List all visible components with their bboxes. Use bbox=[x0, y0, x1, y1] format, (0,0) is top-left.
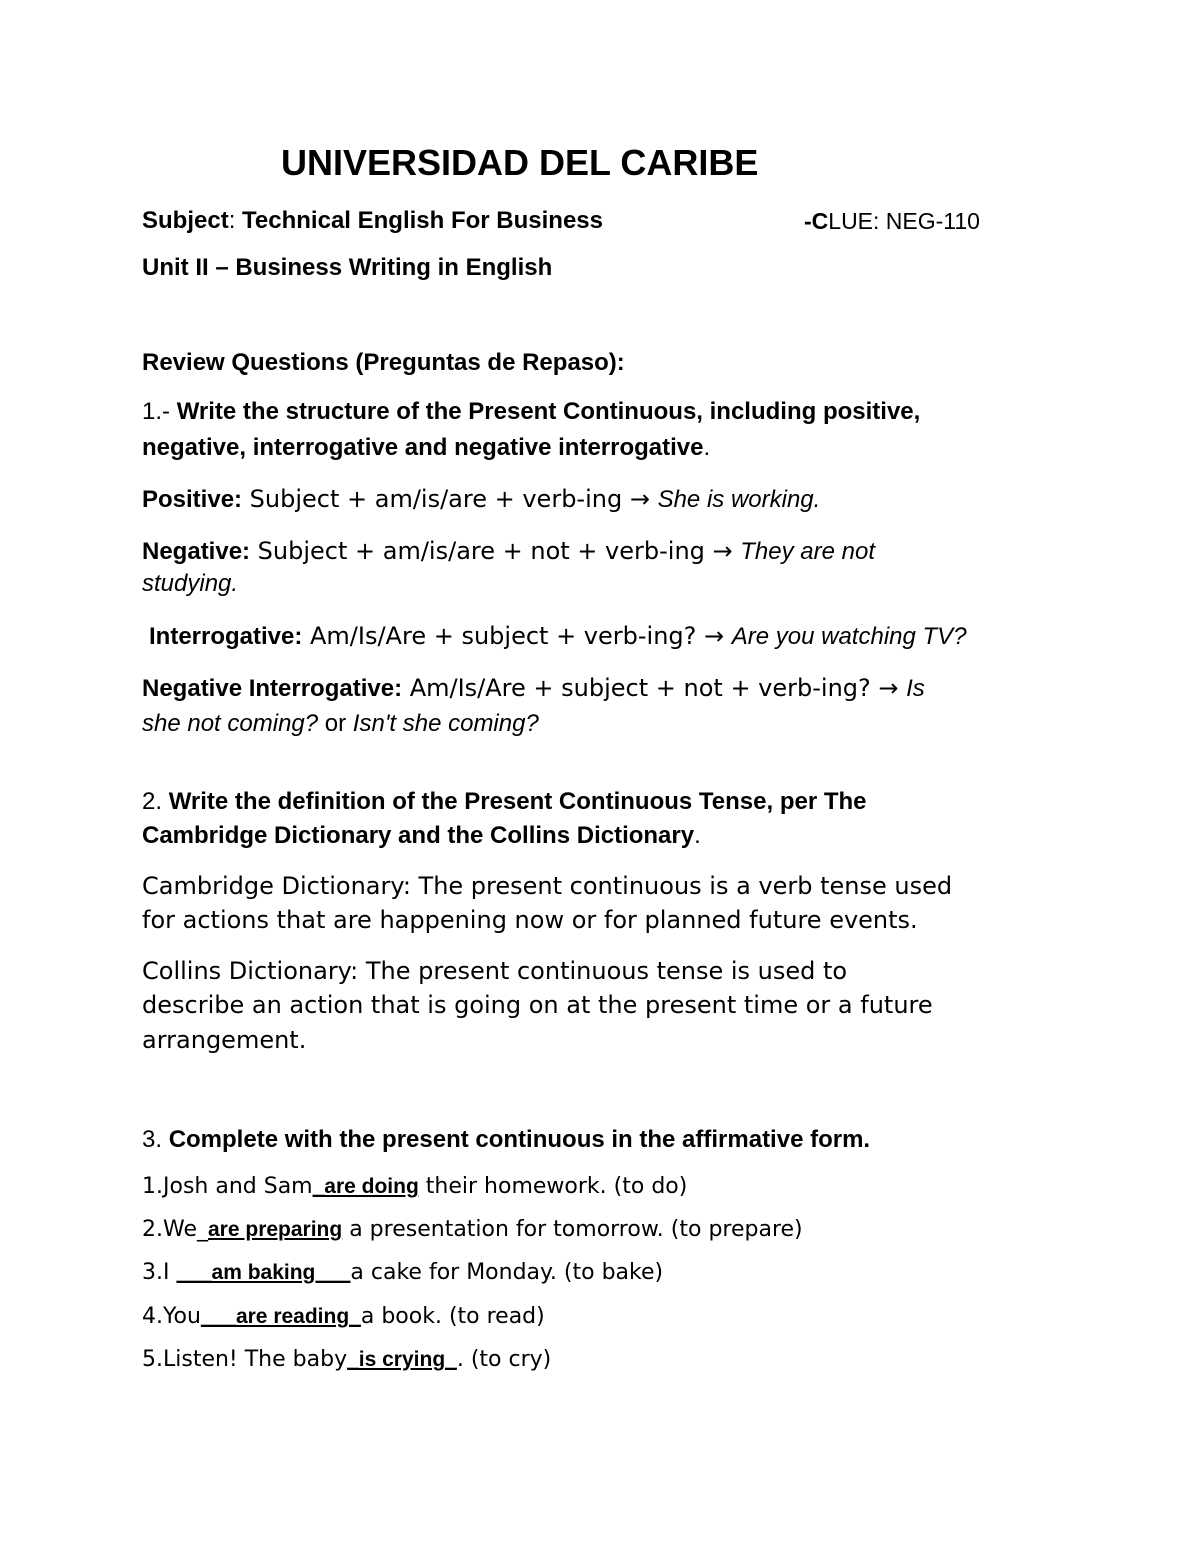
interrogative-line bbox=[149, 622, 967, 652]
interrogative-formula: Am/Is/Are + subject + verb-ing? → bbox=[302, 622, 732, 650]
positive-line bbox=[142, 485, 820, 515]
q3-number: 3. bbox=[142, 1126, 169, 1153]
negative-line bbox=[142, 537, 875, 567]
q3-text: Complete with the present continuous in the affirmative form. bbox=[168, 1126, 871, 1153]
exercise-item bbox=[142, 1347, 551, 1373]
subject-value: Technical English For Business bbox=[242, 207, 604, 234]
exercise-item bbox=[142, 1174, 687, 1200]
neg-interrogative-label: Negative Interrogative: bbox=[142, 675, 403, 702]
item-number: 3. bbox=[142, 1260, 163, 1285]
review-heading: Review Questions (Preguntas de Repaso): bbox=[142, 349, 625, 376]
subject-separator: : bbox=[228, 207, 243, 234]
q1-text-cont: negative, interrogative and negative interrogative bbox=[142, 434, 704, 461]
negative-example: They are not bbox=[740, 538, 876, 565]
negative-label: Negative: bbox=[142, 538, 251, 565]
interrogative-label: Interrogative: bbox=[149, 623, 303, 650]
item-number: 2. bbox=[142, 1217, 163, 1242]
clue-code bbox=[804, 208, 980, 236]
q2-line-2 bbox=[142, 822, 701, 851]
q3-heading bbox=[142, 1126, 870, 1155]
negative-formula: Subject + am/is/are + not + verb-ing → bbox=[250, 537, 741, 565]
item-text-after: their homework. (to do) bbox=[418, 1174, 688, 1199]
neg-interrogative-example-2: she not coming? bbox=[142, 710, 319, 737]
q1-line-2 bbox=[142, 434, 710, 463]
neg-interrogative-or: or bbox=[318, 710, 353, 737]
item-text-before: You bbox=[163, 1304, 201, 1329]
q2-line-1 bbox=[142, 788, 867, 817]
item-answer: _are doing bbox=[312, 1175, 419, 1198]
item-text-before: Listen! The baby bbox=[163, 1347, 348, 1372]
item-text-after: . (to cry) bbox=[456, 1347, 552, 1372]
q1-number: 1.- bbox=[142, 398, 177, 425]
q1-text: Write the structure of the Present Continuous, including positive, bbox=[176, 398, 921, 425]
negative-example-cont: studying. bbox=[142, 570, 239, 597]
item-text-before: We_ bbox=[163, 1217, 208, 1242]
subject-label: Subject bbox=[142, 207, 229, 234]
item-text-after: a cake for Monday. (to bake) bbox=[350, 1260, 664, 1285]
item-answer: ___am baking___ bbox=[176, 1261, 351, 1284]
item-answer: ___are reading_ bbox=[200, 1305, 361, 1328]
exercise-item bbox=[142, 1217, 803, 1243]
page-title: UNIVERSIDAD DEL CARIBE bbox=[281, 142, 759, 183]
collins-definition-3: arrangement. bbox=[142, 1026, 307, 1054]
item-number: 5. bbox=[142, 1347, 163, 1372]
q1-line-1 bbox=[142, 398, 920, 427]
q2-text-cont: Cambridge Dictionary and the Collins Dictionary bbox=[142, 822, 695, 849]
subject-line bbox=[142, 207, 603, 236]
item-text-before: Josh and Sam bbox=[163, 1174, 313, 1199]
neg-interrogative-example-3: Isn't she coming? bbox=[352, 710, 539, 737]
item-text-after: a presentation for tomorrow. (to prepare) bbox=[342, 1217, 803, 1242]
item-text-before: I bbox=[163, 1260, 177, 1285]
item-number: 1. bbox=[142, 1174, 163, 1199]
q2-period: . bbox=[694, 822, 701, 849]
positive-formula: Subject + am/is/are + verb-ing → bbox=[242, 485, 658, 513]
collins-definition-1: Collins Dictionary: The present continuous tense is used to bbox=[142, 957, 848, 985]
positive-label: Positive: bbox=[142, 486, 243, 513]
item-answer: are preparing bbox=[208, 1218, 343, 1241]
neg-interrogative-cont bbox=[142, 710, 539, 739]
cambridge-definition-2: for actions that are happening now or for planned future events. bbox=[142, 906, 918, 934]
q1-period: . bbox=[703, 434, 711, 461]
neg-interrogative-formula: Am/Is/Are + subject + not + verb-ing? → bbox=[402, 674, 907, 702]
collins-definition-2: describe an action that is going on at the present time or a future bbox=[142, 991, 933, 1019]
interrogative-example: Are you watching TV? bbox=[731, 623, 967, 650]
exercise-item bbox=[142, 1260, 663, 1286]
item-number: 4. bbox=[142, 1304, 163, 1329]
item-text-after: a book. (to read) bbox=[360, 1304, 545, 1329]
exercise-item bbox=[142, 1304, 545, 1330]
item-answer: _is crying_ bbox=[347, 1348, 457, 1371]
positive-example: She is working. bbox=[657, 486, 821, 513]
neg-interrogative-line bbox=[142, 674, 925, 704]
q2-text: Write the definition of the Present Continuous Tense, per The bbox=[168, 788, 867, 815]
clue-value: LUE: NEG-110 bbox=[828, 208, 980, 234]
q2-number: 2. bbox=[142, 788, 169, 815]
cambridge-definition-1: Cambridge Dictionary: The present continuous is a verb tense used bbox=[142, 872, 953, 900]
unit-line: Unit II – Business Writing in English bbox=[142, 254, 553, 281]
clue-label: -C bbox=[804, 208, 829, 234]
neg-interrogative-example: Is bbox=[906, 675, 925, 702]
